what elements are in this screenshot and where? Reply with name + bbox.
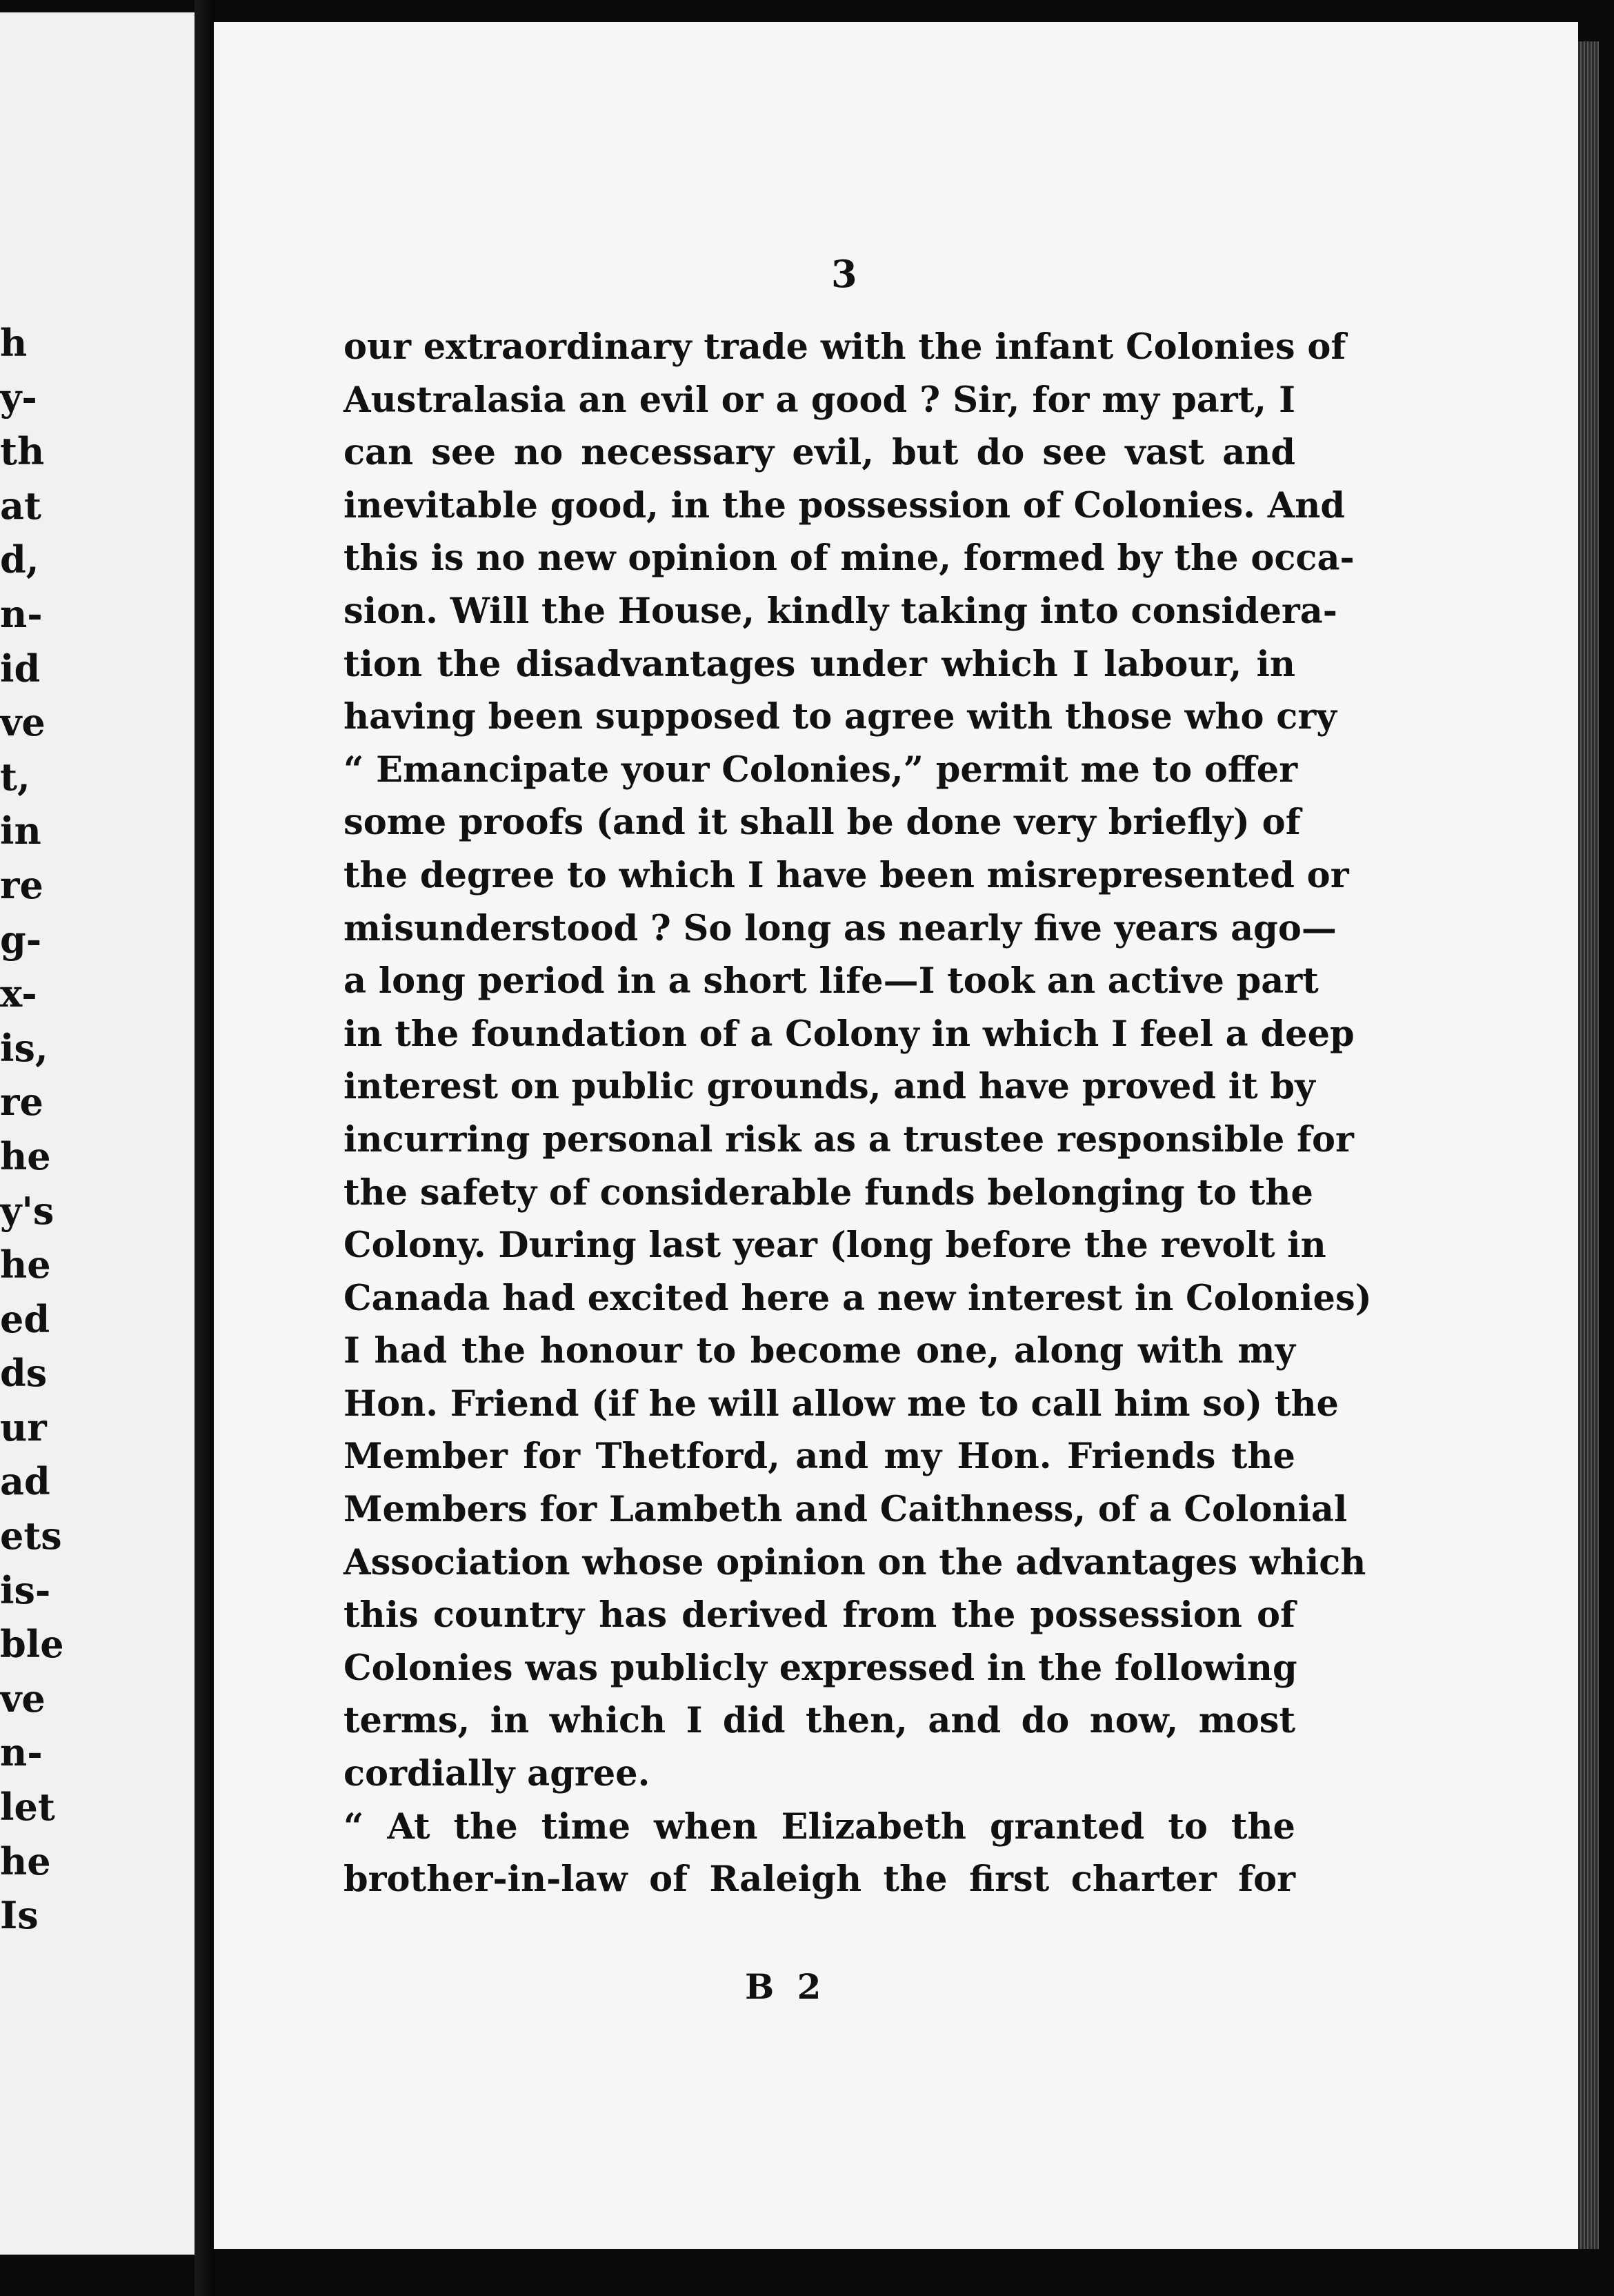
left-line: re [0,1080,43,1125]
left-line: Is [0,1893,39,1938]
left-line: t, [0,754,30,799]
page-edges [1578,41,1599,2249]
left-line: n- [0,1730,43,1775]
left-line: x- [0,971,37,1016]
left-facing-page [0,12,195,2255]
left-line: he [0,1839,51,1883]
text-line: tion the disadvantages under which I labour, in [343,643,1295,685]
text-line: the degree to which I have been misrepresented or [343,854,1349,896]
left-line: is- [0,1567,51,1612]
text-line: can see no necessary evil, but do see vast and [343,432,1295,474]
left-line: ble [0,1622,64,1667]
text-line: terms, in which I did then, and do now, most [343,1700,1295,1742]
text-line: Colony. During last year (long before the revolt in [343,1225,1326,1267]
signature-mark: B 2 [745,1966,827,2007]
text-line: brother-in-law of Raleigh the first charter for [343,1859,1295,1901]
text-line: in the foundation of a Colony in which I feel a deep [343,1013,1355,1055]
left-line: ad [0,1459,50,1504]
text-line: “ At the time when Elizabeth granted to the [343,1805,1295,1848]
text-line: Member for Thetford, and my Hon. Friends the [343,1436,1295,1478]
page-number: 3 [831,252,857,296]
left-line: re [0,862,43,907]
left-line: y's [0,1188,54,1233]
text-line: inevitable good, in the possession of Colonies. And [343,484,1346,526]
left-line: d, [0,537,39,582]
left-line: he [0,1134,51,1178]
text-line: this is no new opinion of mine, formed by the occa- [343,537,1355,580]
left-line: at [0,483,41,528]
left-page-text [0,316,62,1943]
left-line: th [0,429,45,474]
text-line: misunderstood ? So long as nearly five years ago— [343,907,1337,949]
text-line: Hon. Friend (if he will allow me to call him so) the [343,1383,1339,1425]
text-line: the safety of considerable funds belonging to the [343,1171,1313,1214]
left-line: ve [0,1676,46,1721]
left-line: ds [0,1351,48,1396]
text-line: a long period in a short life—I took an active part [343,960,1319,1002]
text-line: Colonies was publicly expressed in the following [343,1647,1297,1689]
text-line: having been supposed to agree with those who cry [343,696,1337,738]
text-line: Members for Lambeth and Caithness, of a Colonial [343,1489,1348,1531]
text-line: Canada had excited here a new interest in Colonies) [343,1277,1372,1319]
left-line: he [0,1243,51,1287]
body-text [343,321,1372,1906]
left-line: n- [0,591,43,636]
text-line: I had the honour to become one, along with my [343,1330,1295,1372]
text-line: this country has derived from the possession of [343,1594,1295,1636]
left-line: ve [0,700,46,745]
text-line: our extraordinary trade with the infant Colonies of [343,326,1346,368]
left-line: in [0,809,41,853]
text-line: interest on public grounds, and have proved it by [343,1066,1315,1108]
text-line: some proofs (and it shall be done very briefly) of [343,802,1301,844]
book-gutter [195,0,215,2296]
left-line: let [0,1785,55,1830]
text-line: Association whose opinion on the advantages which [343,1541,1366,1583]
text-line: “ Emancipate your Colonies,” permit me to offer [343,749,1298,791]
left-line: g- [0,917,42,962]
text-line: sion. Will the House, kindly taking into considera- [343,590,1337,632]
left-line: ur [0,1405,47,1449]
left-line: h [0,321,28,365]
text-line: cordially agree. [343,1753,650,1795]
text-line: Australasia an evil or a good ? Sir, for my part, I [343,379,1295,421]
left-line: id [0,646,41,691]
left-line: ed [0,1296,50,1341]
left-line: is, [0,1025,48,1070]
text-line: incurring personal risk as a trustee responsible for [343,1118,1354,1160]
left-line: y- [0,375,37,419]
left-line: ets [0,1514,62,1558]
